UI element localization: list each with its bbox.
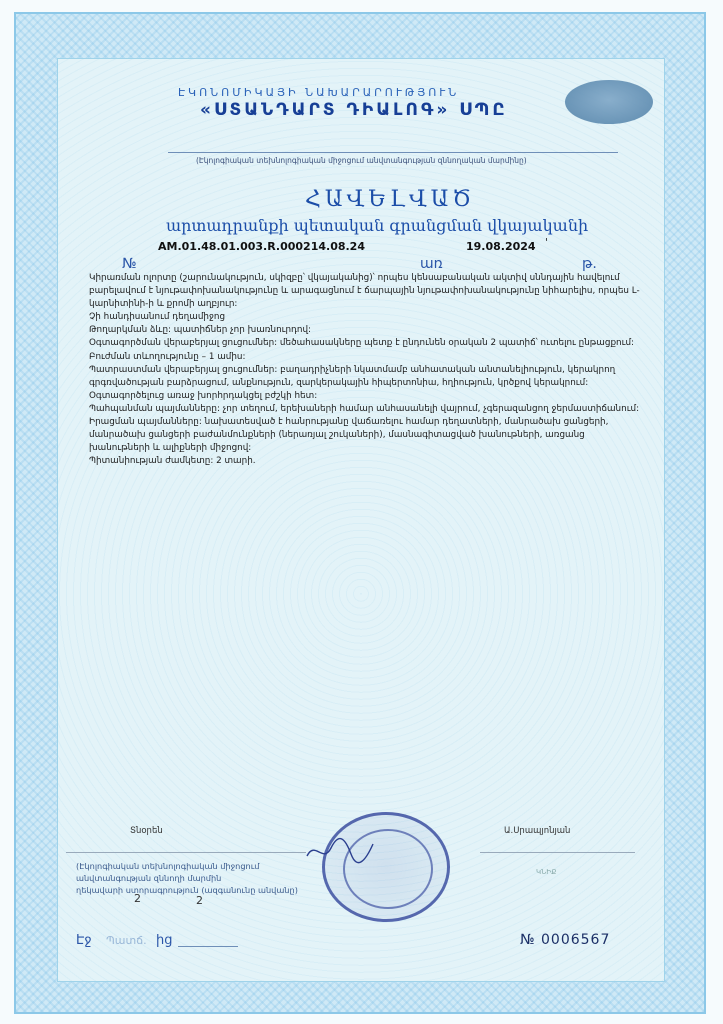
certificate-body-text bbox=[89, 272, 645, 468]
hologram-oval bbox=[565, 80, 653, 124]
body-line: Թողարկման ձևը: պատիճներ չոր խառնուրդով: bbox=[89, 325, 312, 336]
body-line: Չի հանդիսանում դեղամիջոց bbox=[89, 312, 226, 323]
divider-note: (Էկոլոգիական տեխնոլոգիական միջոցում անվտանգության զննողական մարմինը) bbox=[196, 156, 527, 165]
signatory-block-line: ղեկավարի ստորագրություն (ազգանունը անվանը) bbox=[76, 885, 298, 895]
body-line: Պատրաստման վերաբերյալ ցուցումներ: բաղադրիչների նկատմամբ անհատական անտանելիություն, կերակրող գրգռվածության բարձրացում, անքնություն, զարկերակային հիպերտոնիա, հղիություն, կրծքով կերակրում: Օգտագործելուց առաջ խորհրդակցել բժշկի հետ: bbox=[89, 364, 616, 401]
body-line: Պահպանման պայմանները: չոր տեղում, երեխաների համար անհասանելի վայրում, չգերազանցող ջերմաստիճանում: bbox=[89, 403, 640, 414]
from-word: առ bbox=[420, 256, 443, 272]
signatory-name: Ա.Սրապյոնյան bbox=[504, 826, 571, 836]
signatory-block-line: անվտանգության զննողի մարմին bbox=[76, 873, 222, 883]
header-divider bbox=[168, 152, 618, 153]
handwritten-mark: 2 bbox=[134, 892, 141, 905]
number-symbol: № bbox=[122, 256, 137, 272]
faint-stamp: ԿՆԻՔ bbox=[536, 868, 557, 876]
signature-line-left bbox=[66, 852, 306, 853]
body-line: Օգտագործման վերաբերյալ ցուցումներ: մեծահասակները պետք է ընդունեն օրական 2 պատիճ՝ ուտելու ընթացքում: Բուժման տևողությունը – 1 ամիս: bbox=[89, 338, 634, 362]
tick-mark: ' bbox=[545, 236, 549, 249]
page-value: Պատճ. bbox=[106, 934, 147, 947]
page-total-line bbox=[178, 946, 238, 947]
document-title: ՀԱՎԵԼՎԱԾ bbox=[305, 187, 476, 212]
handwritten-signature bbox=[305, 836, 375, 866]
handwritten-mark: 2 bbox=[196, 894, 203, 907]
ministry-arc-text: ԷԿՈՆՈՄԻԿԱՅԻ ՆԱԽԱՐԱՐՈՒԹՅՈՒՆ bbox=[178, 86, 460, 99]
certificate-number: AM.01.48.01.003.R.000214.08.24 bbox=[158, 240, 365, 253]
year-suffix: թ. bbox=[582, 256, 597, 272]
serial-number: № 0006567 bbox=[520, 932, 611, 948]
body-line: Իրացման պայմանները: նախատեսված է հանրությանը վաճառելու համար դեղատների, մանրածախ ցանցերի, մանրածախ ցանցերի բաժանմունքների (ներառյալ շուկաների), մասնագիտացված խանութների, առցանց խանութների և ալիքների միջոցով: bbox=[89, 417, 609, 454]
body-line: Պիտանիության ժամկետը: 2 տարի. bbox=[89, 456, 256, 467]
body-line: Կիրառման ոլորտը (շարունակություն, սկիզբը՝ վկայականից)՝ որպես կենսաբանական ակտիվ սննդային հավելում բարելավում է նյութափոխանակությունը և արագացնում է ճարպային նյութափոխանակությունը նիհարելիս, որպես L-կարնիտինի-ի և քրոմի աղբյուր: bbox=[89, 273, 640, 310]
signatory-block-line: (Էկոլոգիական տեխնոլոգիական միջոցում bbox=[76, 861, 260, 871]
page-of-label: ից bbox=[156, 933, 173, 948]
official-seal bbox=[322, 812, 450, 922]
signature-line-right bbox=[480, 852, 635, 853]
document-subtitle: արտադրանքի պետական գրանցման վկայականի bbox=[166, 216, 589, 235]
certificate-date: 19.08.2024 bbox=[466, 240, 536, 253]
director-label: Տնօրեն bbox=[130, 826, 163, 836]
page-label: Էջ bbox=[76, 933, 92, 948]
organization-name: «ՍՏԱՆԴԱՐՏ ԴԻԱԼՈԳ» ՍՊԸ bbox=[200, 100, 508, 120]
signatory-block bbox=[76, 860, 298, 896]
